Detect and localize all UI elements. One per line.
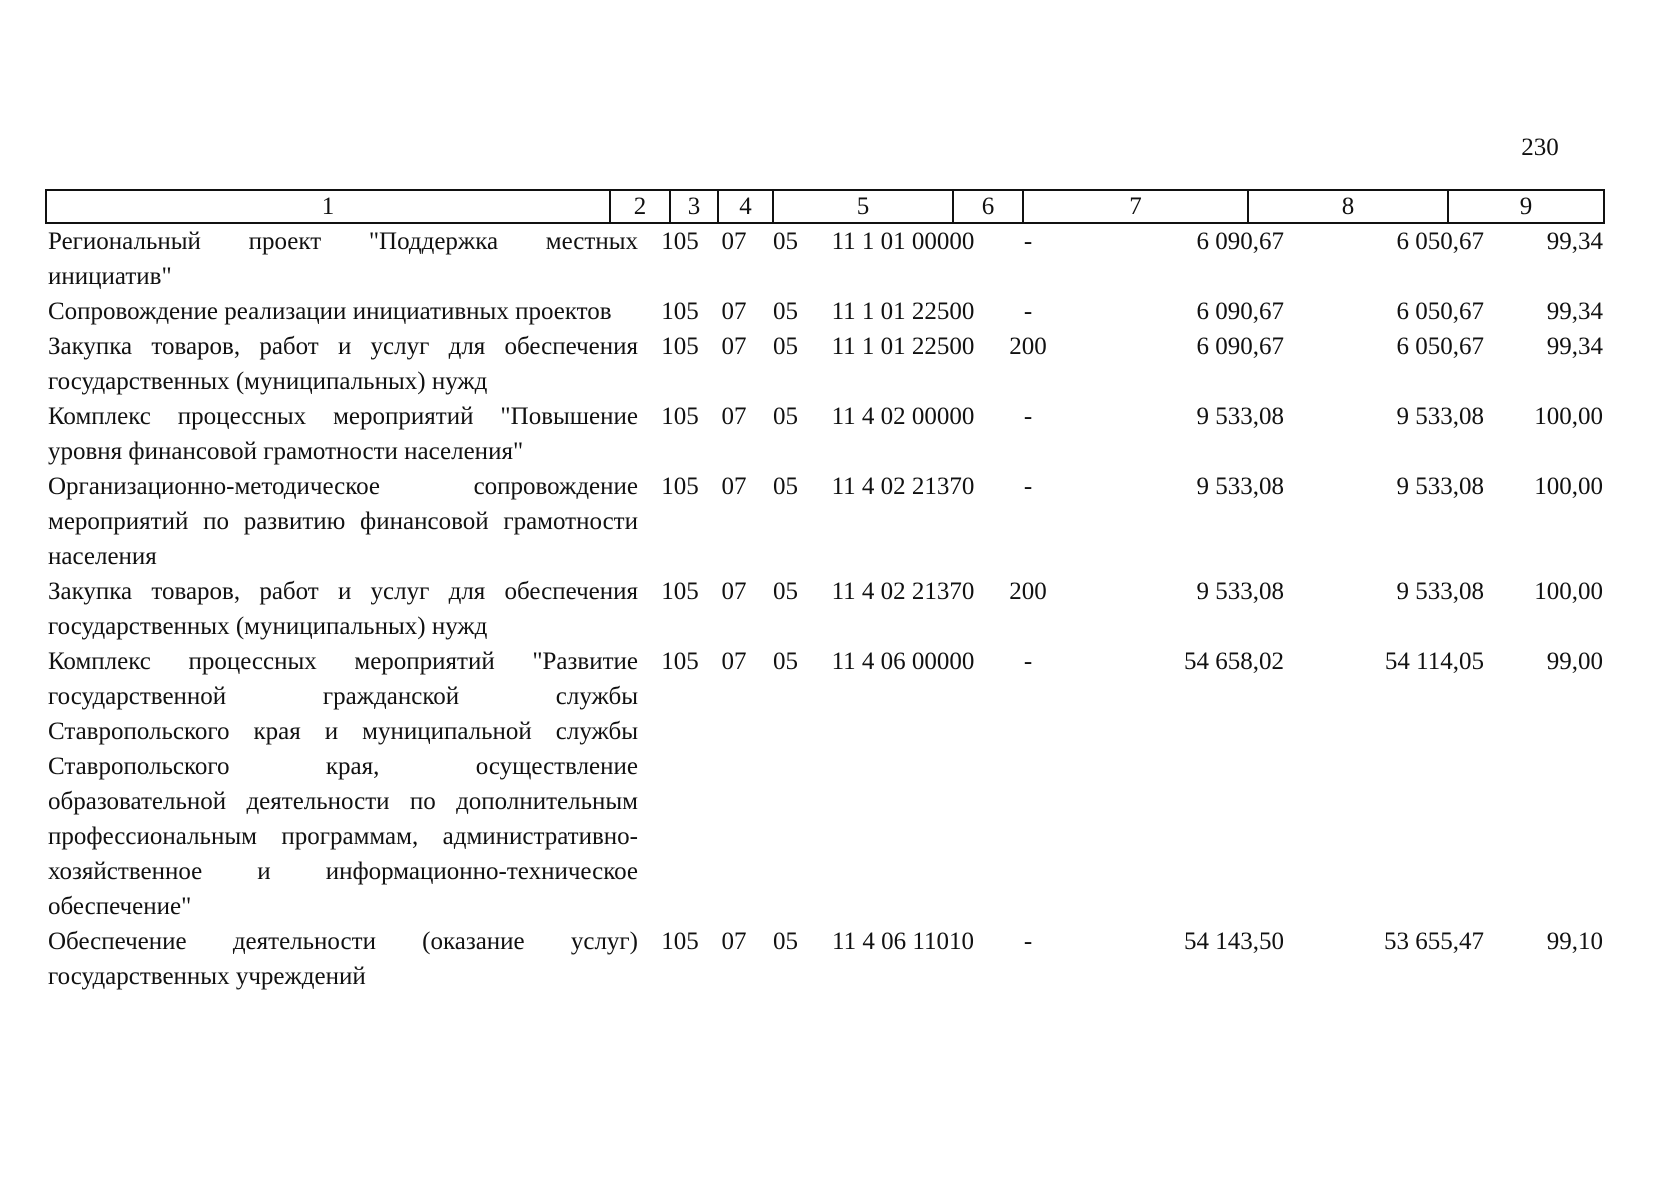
row-col-7: 6 090,67: [1196, 298, 1284, 325]
table-row: [45, 644, 1605, 924]
header-col-9: 9: [1519, 193, 1533, 220]
table-row: [45, 329, 1605, 399]
row-col-9: 99,34: [1546, 298, 1603, 325]
table-header: [45, 189, 1605, 224]
row-col-2: 105: [661, 928, 699, 955]
row-col-9: 100,00: [1534, 473, 1603, 500]
row-col-2: 105: [661, 333, 699, 360]
header-col-1: 1: [47, 191, 611, 222]
row-col-8: 53 655,47: [1384, 928, 1484, 955]
header-col-3: 3: [671, 191, 719, 222]
table-row: [45, 294, 1605, 329]
row-col-6: -: [1023, 928, 1033, 955]
row-col-7: 54 143,50: [1184, 928, 1284, 955]
row-col-6: -: [1023, 228, 1033, 255]
row-name: Закупка товаров, работ и услуг для обеспечения государственных (муниципальных) нужд: [48, 333, 638, 395]
row-col-2: 105: [661, 403, 699, 430]
row-col-5: 11 4 06 11010: [832, 928, 974, 955]
row-col-2: 105: [661, 298, 699, 325]
row-col-7: 9 533,08: [1196, 473, 1284, 500]
row-col-8: 6 050,67: [1396, 298, 1484, 325]
row-col-4: 05: [773, 298, 798, 325]
row-col-5: 11 4 02 21370: [831, 473, 975, 500]
row-col-5: 11 1 01 22500: [831, 298, 975, 325]
row-col-3: 07: [721, 298, 747, 325]
row-col-9: 99,10: [1546, 928, 1603, 955]
row-col-4: 05: [773, 578, 798, 605]
row-name: Комплекс процессных мероприятий "Повышение уровня финансовой грамотности населения": [48, 403, 638, 465]
row-col-5: 11 1 01 22500: [831, 333, 975, 360]
header-col-6: 6: [954, 191, 1024, 222]
row-name: Закупка товаров, работ и услуг для обеспечения государственных (муниципальных) нужд: [48, 578, 638, 640]
row-col-3: 07: [721, 333, 747, 360]
header-col-2: 2: [611, 191, 671, 222]
row-col-8: 54 114,05: [1384, 648, 1484, 675]
row-col-2: 105: [661, 473, 699, 500]
row-col-9: 100,00: [1534, 578, 1603, 605]
row-col-6: 200: [1009, 578, 1047, 605]
row-name: Организационно-методическое сопровождение мероприятий по развитию финансовой грамотности населения: [48, 473, 638, 570]
row-col-5: 11 1 01 00000: [831, 228, 975, 255]
row-col-6: 200: [1009, 333, 1047, 360]
row-col-5: 11 4 02 00000: [831, 403, 975, 430]
row-col-9: 99,00: [1546, 648, 1603, 675]
row-col-9: 99,34: [1546, 228, 1603, 255]
row-col-4: 05: [773, 403, 798, 430]
row-col-7: 9 533,08: [1196, 578, 1284, 605]
header-col-5: 5: [774, 191, 954, 222]
header-col-8: 8: [1249, 191, 1449, 222]
table-row: [45, 469, 1605, 574]
row-col-9: 99,34: [1546, 333, 1603, 360]
row-col-7: 9 533,08: [1196, 403, 1284, 430]
row-col-8: 9 533,08: [1396, 473, 1484, 500]
table-row: [45, 574, 1605, 644]
row-col-6: -: [1023, 648, 1033, 675]
row-col-7: 6 090,67: [1196, 333, 1284, 360]
row-col-3: 07: [721, 403, 747, 430]
row-name: Региональный проект "Поддержка местных инициатив": [48, 228, 638, 290]
page-number: 230: [1521, 134, 1559, 161]
row-col-8: 9 533,08: [1396, 578, 1484, 605]
row-col-5: 11 4 06 00000: [831, 648, 975, 675]
row-name: Обеспечение деятельности (оказание услуг) государственных учреждений: [48, 928, 638, 990]
table-body: [45, 224, 1605, 994]
row-col-2: 105: [661, 648, 699, 675]
row-col-8: 6 050,67: [1396, 333, 1484, 360]
table-row: [45, 924, 1605, 994]
table-row: [45, 399, 1605, 469]
row-name: Сопровождение реализации инициативных проектов: [48, 298, 612, 325]
row-col-2: 105: [661, 578, 699, 605]
row-col-4: 05: [773, 228, 798, 255]
row-col-4: 05: [773, 648, 798, 675]
row-col-4: 05: [773, 928, 798, 955]
row-col-8: 9 533,08: [1396, 403, 1484, 430]
row-col-4: 05: [773, 473, 798, 500]
row-col-8: 6 050,67: [1396, 228, 1484, 255]
row-col-3: 07: [721, 578, 747, 605]
row-col-4: 05: [773, 333, 798, 360]
row-col-3: 07: [721, 928, 747, 955]
row-col-6: -: [1023, 298, 1033, 325]
row-col-3: 07: [721, 648, 747, 675]
row-col-5: 11 4 02 21370: [831, 578, 975, 605]
table-row: [45, 224, 1605, 294]
row-name: Комплекс процессных мероприятий "Развитие государственной гражданской службы Ставропольского края и муниципальной службы Ставропольского края, осуществление образовательной деятельности по дополнительным профессиональным программам, административно-хозяйственное и информационно-техническое обеспечение": [48, 648, 638, 920]
row-col-7: 6 090,67: [1196, 228, 1284, 255]
row-col-7: 54 658,02: [1184, 648, 1284, 675]
header-col-4: 4: [719, 191, 774, 222]
row-col-3: 07: [721, 228, 747, 255]
row-col-9: 100,00: [1534, 403, 1603, 430]
row-col-6: -: [1023, 473, 1033, 500]
header-col-7: 7: [1024, 191, 1249, 222]
row-col-2: 105: [661, 228, 699, 255]
row-col-3: 07: [721, 473, 747, 500]
row-col-6: -: [1023, 403, 1033, 430]
